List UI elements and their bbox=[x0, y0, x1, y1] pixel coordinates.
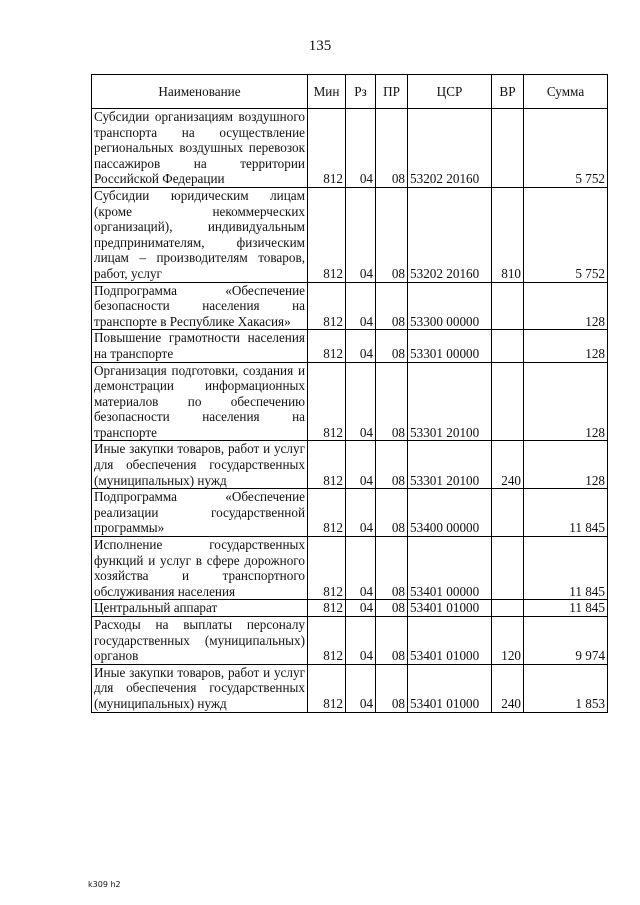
row-vr bbox=[492, 600, 524, 617]
row-pr: 08 bbox=[376, 330, 408, 362]
table-row bbox=[92, 537, 608, 600]
row-csr: 53301 20100 bbox=[408, 362, 492, 441]
row-name: Субсидии юридическим лицам (кроме некоммерческих организаций), индивидуальным предпринимателям, физическим лицам – производителям товаров, работ, услуг bbox=[92, 187, 308, 282]
row-name: Организация подготовки, создания и демонстрации информационных материалов по обеспечению безопасности населения на транспорте bbox=[92, 362, 308, 441]
row-sum: 11 845 bbox=[524, 600, 608, 617]
row-min: 812 bbox=[308, 362, 346, 441]
table-row bbox=[92, 617, 608, 665]
row-vr: 810 bbox=[492, 187, 524, 282]
row-sum: 128 bbox=[524, 362, 608, 441]
table-row bbox=[92, 441, 608, 489]
row-sum: 11 845 bbox=[524, 489, 608, 537]
row-rz: 04 bbox=[346, 282, 376, 330]
row-sum: 5 752 bbox=[524, 109, 608, 188]
row-rz: 04 bbox=[346, 362, 376, 441]
table-row bbox=[92, 330, 608, 362]
row-name: Иные закупки товаров, работ и услуг для обеспечения государственных (муниципальных) нужд bbox=[92, 664, 308, 712]
row-csr: 53401 00000 bbox=[408, 537, 492, 600]
row-pr: 08 bbox=[376, 617, 408, 665]
row-rz: 04 bbox=[346, 537, 376, 600]
budget-table bbox=[91, 74, 608, 713]
row-name: Исполнение государственных функций и услуг в сфере дорожного хозяйства и транспортного обслуживания населения bbox=[92, 537, 308, 600]
row-min: 812 bbox=[308, 537, 346, 600]
row-csr: 53301 20100 bbox=[408, 441, 492, 489]
header-min: Мин bbox=[308, 75, 346, 109]
row-name: Иные закупки товаров, работ и услуг для обеспечения государственных (муниципальных) нужд bbox=[92, 441, 308, 489]
row-name: Расходы на выплаты персоналу государственных (муниципальных) органов bbox=[92, 617, 308, 665]
row-sum: 11 845 bbox=[524, 537, 608, 600]
row-sum: 5 752 bbox=[524, 187, 608, 282]
row-csr: 53300 00000 bbox=[408, 282, 492, 330]
row-rz: 04 bbox=[346, 330, 376, 362]
row-pr: 08 bbox=[376, 362, 408, 441]
row-pr: 08 bbox=[376, 489, 408, 537]
row-vr bbox=[492, 330, 524, 362]
header-sum: Сумма bbox=[524, 75, 608, 109]
row-sum: 128 bbox=[524, 441, 608, 489]
row-pr: 08 bbox=[376, 600, 408, 617]
header-row bbox=[92, 75, 608, 109]
row-min: 812 bbox=[308, 282, 346, 330]
footer-code: k309 h2 bbox=[88, 880, 121, 889]
row-vr bbox=[492, 282, 524, 330]
row-sum: 128 bbox=[524, 330, 608, 362]
row-rz: 04 bbox=[346, 109, 376, 188]
row-rz: 04 bbox=[346, 600, 376, 617]
row-min: 812 bbox=[308, 489, 346, 537]
row-min: 812 bbox=[308, 617, 346, 665]
header-csr: ЦСР bbox=[408, 75, 492, 109]
row-vr: 240 bbox=[492, 664, 524, 712]
row-sum: 1 853 bbox=[524, 664, 608, 712]
header-pr: ПР bbox=[376, 75, 408, 109]
row-csr: 53401 01000 bbox=[408, 600, 492, 617]
header-rz: Рз bbox=[346, 75, 376, 109]
row-csr: 53301 00000 bbox=[408, 330, 492, 362]
row-csr: 53202 20160 bbox=[408, 109, 492, 188]
row-name: Подпрограмма «Обеспечение безопасности населения на транспорте в Республике Хакасия» bbox=[92, 282, 308, 330]
table-row bbox=[92, 282, 608, 330]
table-row bbox=[92, 600, 608, 617]
header-vr: ВР bbox=[492, 75, 524, 109]
row-name: Субсидии организациям воздушного транспорта на осуществление региональных воздушных перевозок пассажиров на территории Российской Федерации bbox=[92, 109, 308, 188]
row-pr: 08 bbox=[376, 664, 408, 712]
row-vr: 240 bbox=[492, 441, 524, 489]
row-csr: 53401 01000 bbox=[408, 617, 492, 665]
row-name: Центральный аппарат bbox=[92, 600, 308, 617]
row-vr bbox=[492, 362, 524, 441]
table-row bbox=[92, 187, 608, 282]
table-row bbox=[92, 362, 608, 441]
row-pr: 08 bbox=[376, 187, 408, 282]
row-pr: 08 bbox=[376, 109, 408, 188]
row-pr: 08 bbox=[376, 537, 408, 600]
row-min: 812 bbox=[308, 330, 346, 362]
row-sum: 128 bbox=[524, 282, 608, 330]
header-name: Наименование bbox=[92, 75, 308, 109]
row-csr: 53400 00000 bbox=[408, 489, 492, 537]
table-row bbox=[92, 664, 608, 712]
row-rz: 04 bbox=[346, 617, 376, 665]
page-number: 135 bbox=[308, 38, 332, 54]
row-min: 812 bbox=[308, 187, 346, 282]
row-pr: 08 bbox=[376, 282, 408, 330]
row-vr bbox=[492, 109, 524, 188]
row-rz: 04 bbox=[346, 187, 376, 282]
row-vr: 120 bbox=[492, 617, 524, 665]
row-name: Подпрограмма «Обеспечение реализации государственной программы» bbox=[92, 489, 308, 537]
row-rz: 04 bbox=[346, 441, 376, 489]
row-min: 812 bbox=[308, 109, 346, 188]
row-min: 812 bbox=[308, 600, 346, 617]
row-min: 812 bbox=[308, 441, 346, 489]
row-vr bbox=[492, 537, 524, 600]
row-vr bbox=[492, 489, 524, 537]
row-csr: 53202 20160 bbox=[408, 187, 492, 282]
table-row bbox=[92, 109, 608, 188]
table-row bbox=[92, 489, 608, 537]
row-csr: 53401 01000 bbox=[408, 664, 492, 712]
row-pr: 08 bbox=[376, 441, 408, 489]
row-min: 812 bbox=[308, 664, 346, 712]
row-rz: 04 bbox=[346, 664, 376, 712]
row-sum: 9 974 bbox=[524, 617, 608, 665]
row-name: Повышение грамотности населения на транспорте bbox=[92, 330, 308, 362]
row-rz: 04 bbox=[346, 489, 376, 537]
